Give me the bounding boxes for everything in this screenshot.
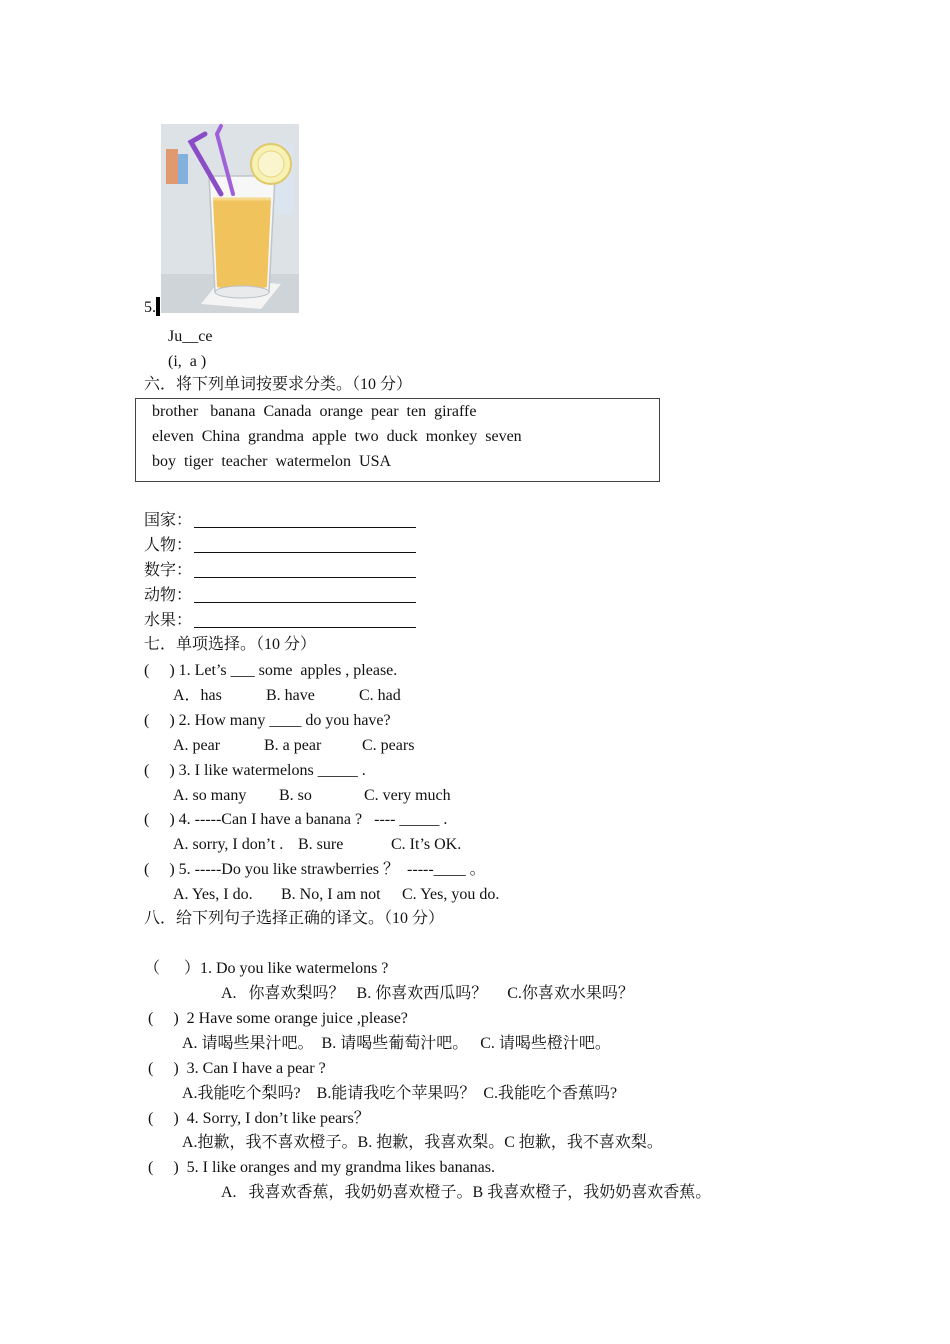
category-country-label: 国家： (144, 512, 193, 529)
text-cursor (156, 297, 160, 316)
category-people-label: 人物： (144, 537, 193, 554)
mc-question-2: ( ) 2. How many ____ do you have? (144, 712, 391, 729)
juice-photo (161, 124, 299, 313)
mc-q4-option-c[interactable]: C. It’s OK. (391, 836, 462, 853)
question-5-word: Ju__ce (168, 328, 213, 345)
mc-q2-option-b[interactable]: B. a pear (264, 737, 322, 754)
question-5-number: 5. (144, 299, 156, 316)
translation-q1-options[interactable]: A. 你喜欢梨吗？ B. 你喜欢西瓜吗？ C.你喜欢水果吗？ (221, 985, 634, 1002)
mc-q3-option-a[interactable]: A. so many (173, 787, 247, 804)
juice-glass-image (161, 124, 299, 313)
mc-q5-option-c[interactable]: C. Yes, you do. (402, 886, 500, 903)
translation-q4-options[interactable]: A.抱歉，我不喜欢橙子。B. 抱歉，我喜欢梨。C 抱歉，我不喜欢梨。 (182, 1134, 663, 1151)
translation-question-4: ( ) 4. Sorry, I don’t like pears？ (148, 1110, 370, 1127)
translation-question-5: ( ) 5. I like oranges and my grandma likes bananas. (148, 1159, 496, 1176)
category-fruit-blank[interactable] (194, 627, 416, 628)
translation-q5-options[interactable]: A. 我喜欢香蕉，我奶奶喜欢橙子。B 我喜欢橙子，我奶奶喜欢香蕉。 (221, 1184, 712, 1201)
mc-q1-option-b[interactable]: B. have (266, 687, 315, 704)
category-number-label: 数字： (144, 562, 193, 579)
mc-q4-option-b[interactable]: B. sure (298, 836, 344, 853)
category-fruit-label: 水果： (144, 612, 193, 629)
mc-question-3: ( ) 3. I like watermelons _____ . (144, 762, 366, 779)
translation-q3-options[interactable]: A.我能吃个梨吗? B.能请我吃个苹果吗？ C.我能吃个香蕉吗? (182, 1085, 618, 1102)
word-bank-line-1: brother banana Canada orange pear ten giraffe (152, 403, 477, 420)
category-country-blank[interactable] (194, 527, 416, 528)
mc-q4-option-a[interactable]: A. sorry, I don’t . (173, 836, 284, 853)
section-7-title: 七．单项选择。（10 分） (144, 636, 317, 653)
mc-q2-option-c[interactable]: C. pears (362, 737, 415, 754)
question-5-options: (i, a ) (168, 353, 207, 370)
mc-question-1: ( ) 1. Let’s ___ some apples , please. (144, 662, 398, 679)
translation-question-2: ( ) 2 Have some orange juice ,please? (148, 1010, 408, 1027)
section-8-title: 八．给下列句子选择正确的译文。（10 分） (144, 910, 445, 927)
mc-q5-option-a[interactable]: A. Yes, I do. (173, 886, 253, 903)
mc-q1-option-a[interactable]: A．has (173, 687, 222, 704)
translation-q2-options[interactable]: A. 请喝些果汁吧。 B. 请喝些葡萄汁吧。 C. 请喝些橙汁吧。 (182, 1035, 611, 1052)
translation-question-3: ( ) 3. Can I have a pear ? (148, 1060, 326, 1077)
word-bank-line-2: eleven China grandma apple two duck monkey seven (152, 428, 522, 445)
mc-q3-option-c[interactable]: C. very much (364, 787, 451, 804)
mc-q5-option-b[interactable]: B. No, I am not (281, 886, 381, 903)
category-people-blank[interactable] (194, 552, 416, 553)
mc-q3-option-b[interactable]: B. so (279, 787, 312, 804)
translation-question-1: （ ）1. Do you like watermelons ? (144, 960, 389, 977)
category-animal-label: 动物： (144, 587, 193, 604)
mc-question-4: ( ) 4. -----Can I have a banana ? ---- _____ . (144, 811, 448, 828)
category-animal-blank[interactable] (194, 602, 416, 603)
section-6-title: 六．将下列单词按要求分类。（10 分） (144, 376, 413, 393)
category-number-blank[interactable] (194, 577, 416, 578)
word-bank-line-3: boy tiger teacher watermelon USA (152, 453, 392, 470)
mc-q1-option-c[interactable]: C. had (359, 687, 401, 704)
mc-question-5: ( ) 5. -----Do you like strawberries ？ -----____ 。 (144, 861, 486, 878)
mc-q2-option-a[interactable]: A. pear (173, 737, 221, 754)
